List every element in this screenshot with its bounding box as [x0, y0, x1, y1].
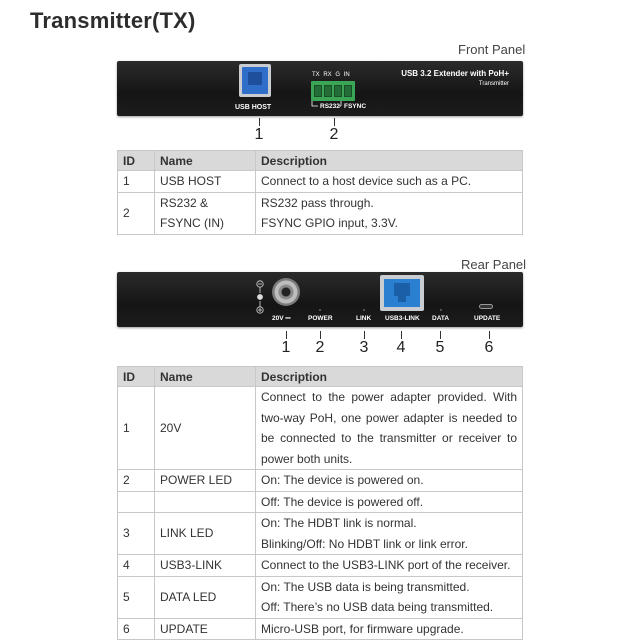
product-subtitle: Transmitter — [478, 81, 509, 87]
row-id: 1 — [118, 387, 155, 470]
table-row — [118, 192, 523, 234]
table-row — [118, 618, 523, 640]
row-id: 6 — [118, 618, 155, 640]
label-20v-text: 20V — [272, 315, 284, 322]
header-description: Description — [256, 151, 523, 171]
header-description: Description — [256, 367, 523, 387]
row-name: USB3-LINK — [155, 555, 256, 577]
callout-line-6 — [489, 331, 490, 339]
callout-line-4 — [401, 331, 402, 339]
rear-panel-label: Rear Panel — [461, 257, 527, 272]
row-desc-line: On: The HDBT link is normal. — [261, 516, 417, 530]
row-desc — [256, 192, 523, 234]
row-desc: Off: The device is powered off. — [256, 491, 523, 513]
rear-callout-1: 1 — [281, 339, 291, 356]
callout-line-1 — [259, 118, 260, 126]
data-led-icon — [440, 309, 442, 311]
table-row — [118, 513, 523, 555]
callout-line-1 — [286, 331, 287, 339]
row-id: 4 — [118, 555, 155, 577]
table-header-row — [118, 151, 523, 171]
header-name: Name — [155, 151, 256, 171]
rear-callout-2: 2 — [315, 339, 325, 356]
row-name — [155, 192, 256, 234]
rear-callout-3: 3 — [359, 339, 369, 356]
label-usb3-link: USB3-LINK — [385, 315, 420, 322]
rear-callout-4: 4 — [396, 339, 406, 356]
label-link: LINK — [356, 315, 372, 322]
table-row — [118, 576, 523, 618]
dc-symbol: ⎓ — [285, 315, 291, 322]
usb-b-port-icon — [239, 64, 271, 97]
pin-label-tx: TX — [312, 72, 320, 78]
row-id: 5 — [118, 576, 155, 618]
row-desc-line: RS232 pass through. — [261, 195, 374, 210]
row-desc-line: FSYNC GPIO input, 3.3V. — [261, 216, 398, 230]
row-id — [118, 491, 155, 513]
front-panel-device — [117, 61, 523, 116]
row-id: 3 — [118, 513, 155, 555]
row-name: USB HOST — [155, 171, 256, 193]
row-desc: On: The device is powered on. — [256, 470, 523, 492]
table-row — [118, 171, 523, 193]
callout-line-2 — [334, 118, 335, 126]
terminal-pin-labels — [312, 72, 350, 78]
rear-panel-table — [117, 366, 523, 640]
pin-label-g: G — [335, 72, 341, 78]
callout-line-5 — [440, 331, 441, 339]
label-20v — [272, 315, 291, 323]
product-name: USB 3.2 Extender with PoH+ — [401, 69, 509, 78]
row-desc: Connect to the power adapter provided. With two-way PoH, one power adapter is needed to be connected to the transmitter or receiver to power both units. — [256, 387, 523, 470]
rear-callout-5: 5 — [435, 339, 445, 356]
row-desc: Micro-USB port, for firmware upgrade. — [256, 618, 523, 640]
table-row — [118, 387, 523, 470]
row-desc-line: Off: There’s no USB data being transmitted. — [261, 600, 494, 614]
label-data: DATA — [432, 315, 450, 322]
row-id: 2 — [118, 192, 155, 234]
header-name: Name — [155, 367, 256, 387]
power-led-icon — [319, 309, 321, 311]
label-power: POWER — [308, 315, 333, 322]
fsync-label: FSYNC — [344, 103, 367, 110]
link-led-icon — [363, 309, 365, 311]
row-name — [155, 491, 256, 513]
row-desc: Connect to a host device such as a PC. — [256, 171, 523, 193]
row-desc — [256, 513, 523, 555]
front-callout-2: 2 — [329, 126, 339, 143]
usb-host-label: USB HOST — [235, 104, 272, 111]
label-update: UPDATE — [474, 315, 501, 322]
table-row — [118, 555, 523, 577]
row-desc-line: On: The USB data is being transmitted. — [261, 579, 470, 594]
header-id: ID — [118, 151, 155, 171]
row-name: LINK LED — [155, 513, 256, 555]
table-row — [118, 491, 523, 513]
polarity-icon — [254, 280, 266, 314]
row-name-line: RS232 & — [160, 195, 209, 210]
row-desc-line: Blinking/Off: No HDBT link or link error. — [261, 536, 468, 551]
front-panel-table — [117, 150, 523, 235]
callout-line-2 — [320, 331, 321, 339]
page-title: Transmitter(TX) — [30, 8, 196, 33]
row-name-line: FSYNC (IN) — [160, 216, 224, 230]
rear-callout-6: 6 — [484, 339, 494, 356]
row-id: 2 — [118, 470, 155, 492]
row-name: 20V — [155, 387, 256, 470]
front-callout-1: 1 — [254, 126, 264, 143]
table-row — [118, 470, 523, 492]
header-id: ID — [118, 367, 155, 387]
pin-label-rx: RX — [323, 72, 332, 78]
row-name: POWER LED — [155, 470, 256, 492]
row-desc — [256, 576, 523, 618]
rs232-label: RS232 — [320, 103, 340, 110]
callout-line-3 — [364, 331, 365, 339]
row-name: DATA LED — [155, 576, 256, 618]
row-id: 1 — [118, 171, 155, 193]
row-desc: Connect to the USB3-LINK port of the receiver. — [256, 555, 523, 577]
rj45-port-icon — [380, 275, 424, 311]
front-panel-label: Front Panel — [458, 42, 526, 57]
rear-panel-device — [117, 272, 523, 327]
pin-label-in: IN — [343, 72, 350, 78]
row-name: UPDATE — [155, 618, 256, 640]
terminal-block-icon — [311, 81, 355, 101]
dc-power-jack-icon — [272, 278, 300, 306]
micro-usb-port-icon — [479, 304, 493, 309]
table-header-row — [118, 367, 523, 387]
